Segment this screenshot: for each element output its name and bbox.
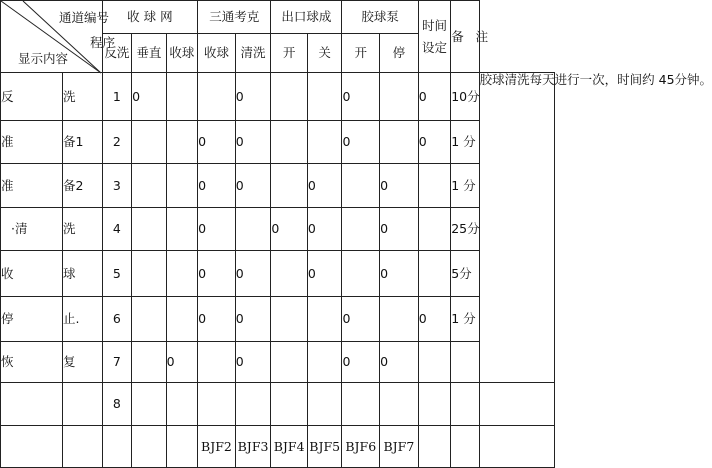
- cell-mark: [166, 297, 198, 342]
- code-row-empty-remark: [479, 426, 554, 468]
- sub-header-backwash: 反洗: [102, 34, 131, 73]
- sub-header-collect: 收球: [166, 34, 198, 73]
- group-header-collect-net: 收 球 网: [102, 1, 198, 34]
- cell-mark: [235, 383, 271, 426]
- cell-mark: 0: [418, 121, 451, 164]
- cell-mark: [380, 73, 419, 121]
- remarks-header: [451, 1, 493, 73]
- cell-mark: [198, 342, 236, 383]
- cell-mark: [271, 297, 308, 342]
- row-step: 6: [102, 297, 131, 342]
- row-time: 25分: [451, 208, 479, 251]
- row-time: [451, 342, 479, 383]
- cell-mark: 0: [342, 73, 380, 121]
- cell-mark: [380, 383, 419, 426]
- sub-header-valve-collect: 收球: [198, 34, 236, 73]
- cell-mark: 0: [198, 208, 236, 251]
- cell-mark: [271, 73, 308, 121]
- cell-mark: [132, 342, 167, 383]
- row-time: 10分: [451, 73, 479, 121]
- cell-mark: [418, 208, 451, 251]
- sub-header-vertical: 垂直: [132, 34, 167, 73]
- cell-mark: [307, 121, 342, 164]
- group-header-outlet-valve: 出口球成: [271, 1, 342, 34]
- cell-mark: 0: [198, 251, 236, 297]
- remark-empty-cell: [479, 383, 554, 426]
- cell-mark: [132, 121, 167, 164]
- cell-mark: [342, 208, 380, 251]
- row-step: 8: [102, 383, 131, 426]
- device-code: BJF4: [271, 426, 308, 468]
- code-row-empty-time: [451, 426, 479, 468]
- table-row: [1, 73, 555, 121]
- row-time: 1 分: [451, 121, 479, 164]
- code-row-empty-b: [63, 426, 103, 468]
- display-content-label: 显示内容: [18, 51, 69, 66]
- device-code: [132, 426, 167, 468]
- row-name-a: ·清: [1, 208, 63, 251]
- table-row: [1, 121, 555, 164]
- row-name-a: 准: [1, 164, 63, 208]
- cell-mark: 0: [380, 342, 419, 383]
- row-time: 1 分: [451, 164, 479, 208]
- row-name-a: 恢: [1, 342, 63, 383]
- cell-mark: 0: [235, 121, 271, 164]
- row-name-a: 反: [1, 73, 63, 121]
- channel-number-label: 通道编号: [59, 10, 110, 25]
- cell-mark: [307, 297, 342, 342]
- row-step: 5: [102, 251, 131, 297]
- cell-mark: 0: [342, 342, 380, 383]
- cell-mark: [418, 164, 451, 208]
- row-name-b: 球: [63, 251, 103, 297]
- cell-mark: [235, 208, 271, 251]
- row-name-a: 停: [1, 297, 63, 342]
- cell-mark: [307, 383, 342, 426]
- device-code: BJF2: [198, 426, 236, 468]
- cell-mark: 0: [380, 208, 419, 251]
- cell-mark: [380, 121, 419, 164]
- cell-mark: [166, 383, 198, 426]
- cell-mark: [418, 383, 451, 426]
- row-name-b: 洗: [63, 73, 103, 121]
- table-row: [1, 297, 555, 342]
- cell-mark: 0: [380, 164, 419, 208]
- device-code: BJF6: [342, 426, 380, 468]
- cell-mark: 0: [307, 164, 342, 208]
- cell-mark: [132, 251, 167, 297]
- sub-header-outlet-open: 开: [271, 34, 308, 73]
- table-row: [1, 383, 555, 426]
- cell-mark: [271, 164, 308, 208]
- cell-mark: [271, 342, 308, 383]
- cell-mark: [342, 383, 380, 426]
- cell-mark: 0: [198, 121, 236, 164]
- cell-mark: [342, 164, 380, 208]
- cell-mark: [166, 121, 198, 164]
- cell-mark: 0: [235, 297, 271, 342]
- row-step: 2: [102, 121, 131, 164]
- row-name-b: 备1: [63, 121, 103, 164]
- row-step: 7: [102, 342, 131, 383]
- program-label: 程序: [90, 35, 116, 50]
- row-name-a: 收: [1, 251, 63, 297]
- table-row: [1, 208, 555, 251]
- remark-note: 胶球清洗每天进行一次，时间约 45分钟。: [479, 73, 554, 383]
- time-setting-header: 时间设定: [418, 1, 451, 73]
- cell-mark: [418, 342, 451, 383]
- device-code: BJF5: [307, 426, 342, 468]
- cell-mark: [132, 383, 167, 426]
- sub-header-valve-clean: 清洗: [235, 34, 271, 73]
- cell-mark: [380, 297, 419, 342]
- cell-mark: 0: [418, 73, 451, 121]
- group-header-three-way-valve: 三通考克: [198, 1, 271, 34]
- cell-mark: [271, 383, 308, 426]
- code-row: [1, 426, 555, 468]
- row-name-b: [63, 383, 103, 426]
- cell-mark: 0: [342, 297, 380, 342]
- code-row-empty-c: [102, 426, 131, 468]
- cell-mark: [198, 383, 236, 426]
- device-code: [418, 426, 451, 468]
- row-step: 4: [102, 208, 131, 251]
- cell-mark: 0: [418, 297, 451, 342]
- sub-header-outlet-close: 关: [307, 34, 342, 73]
- row-time: [451, 383, 479, 426]
- device-code: [166, 426, 198, 468]
- cell-mark: 0: [198, 164, 236, 208]
- sub-header-pump-stop: 停: [380, 34, 419, 73]
- table-row: [1, 164, 555, 208]
- cell-mark: [342, 251, 380, 297]
- cell-mark: 0: [166, 342, 198, 383]
- row-name-b: 复: [63, 342, 103, 383]
- cell-mark: [132, 164, 167, 208]
- row-step: 3: [102, 164, 131, 208]
- header-corner-cell: [1, 1, 116, 73]
- cell-mark: [166, 208, 198, 251]
- cell-mark: 0: [342, 121, 380, 164]
- cell-mark: [166, 73, 198, 121]
- cell-mark: [271, 251, 308, 297]
- cell-mark: [307, 342, 342, 383]
- cell-mark: [418, 251, 451, 297]
- cell-mark: 0: [235, 251, 271, 297]
- row-name-b: 止.: [63, 297, 103, 342]
- cell-mark: 0: [235, 342, 271, 383]
- row-step: 1: [102, 73, 131, 121]
- cell-mark: [307, 73, 342, 121]
- cell-mark: [198, 73, 236, 121]
- cell-mark: 0: [235, 73, 271, 121]
- cell-mark: [132, 297, 167, 342]
- cell-mark: 0: [380, 251, 419, 297]
- row-name-a: 准: [1, 121, 63, 164]
- cell-mark: 0: [307, 251, 342, 297]
- row-time: 5分: [451, 251, 479, 297]
- table-row: [1, 342, 555, 383]
- cell-mark: [166, 164, 198, 208]
- cell-mark: [132, 208, 167, 251]
- group-header-ball-pump: 胶球泵: [342, 1, 418, 34]
- table-row: [1, 251, 555, 297]
- row-time: 1 分: [451, 297, 479, 342]
- row-name-b: 洗: [63, 208, 103, 251]
- cell-mark: 0: [235, 164, 271, 208]
- cell-mark: [166, 251, 198, 297]
- cell-mark: 0: [198, 297, 236, 342]
- row-name-a: [1, 383, 63, 426]
- cell-mark: [271, 121, 308, 164]
- cell-mark: 0: [132, 73, 167, 121]
- cell-mark: 0: [307, 208, 342, 251]
- remarks-header-text: 备 注: [451, 28, 493, 44]
- sub-header-pump-open: 开: [342, 34, 380, 73]
- device-code: BJF3: [235, 426, 271, 468]
- cell-mark: 0: [271, 208, 308, 251]
- row-name-b: 备2: [63, 164, 103, 208]
- device-code: BJF7: [380, 426, 419, 468]
- code-row-empty-a: [1, 426, 63, 468]
